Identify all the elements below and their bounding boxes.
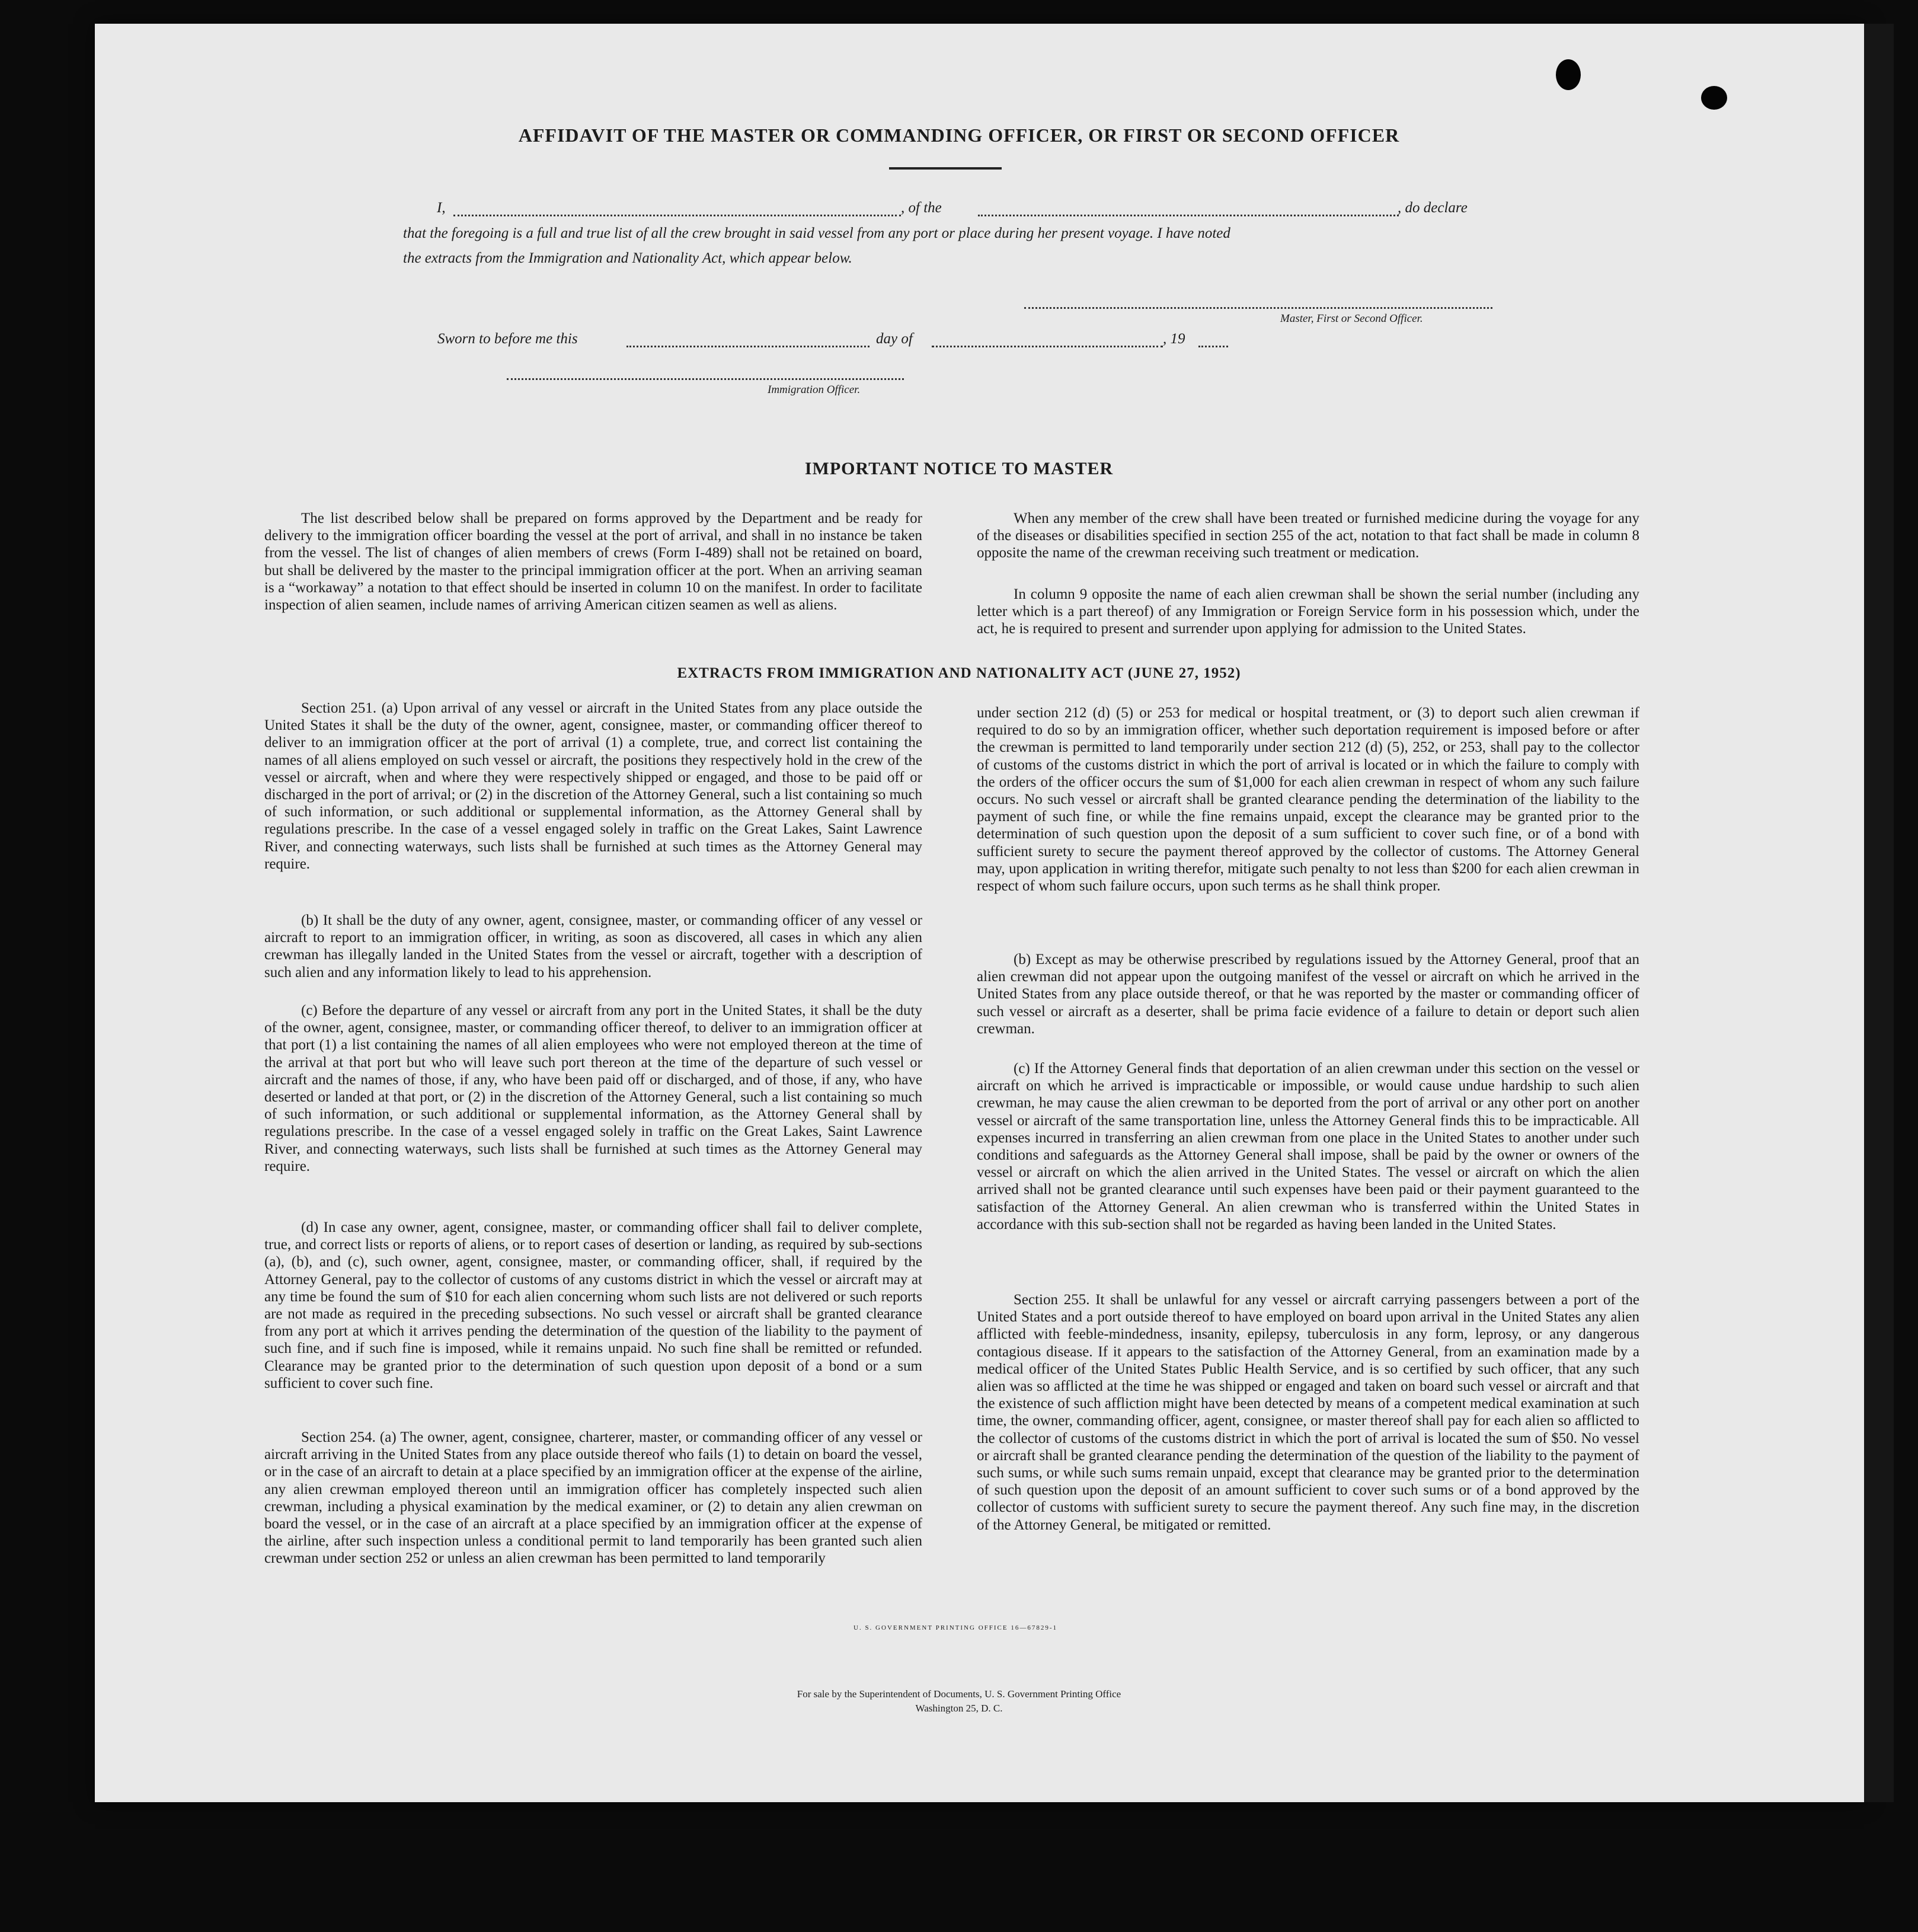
notice-right-paragraph-2: In column 9 opposite the name of each alien crewman shall be shown the serial number (including any letter which is a part thereof) of any Immigration or Foreign Service form in his possession which, under the act, he is required to present and surrender upon applying for admission to the United States.: [977, 586, 1639, 637]
notice-title: IMPORTANT NOTICE TO MASTER: [804, 459, 1114, 478]
year-label: , 19: [1163, 331, 1185, 347]
scan-edge: [1864, 24, 1894, 1802]
sworn-month-field[interactable]: [932, 346, 1163, 347]
sworn-label: Sworn to before me this: [437, 331, 578, 347]
affidavit-title: AFFIDAVIT OF THE MASTER OR COMMANDING OFFICER, OR FIRST OR SECOND OFFICER: [518, 124, 1400, 146]
statement-line-2: the extracts from the Immigration and Nationality Act, which appear below.: [403, 250, 852, 266]
section-254a: Section 254. (a) The owner, agent, consignee, charterer, master, or commanding officer of any vessel or aircraft arriving in the United States from any place outside thereof who fails (1) to detain on board the vessel, or in the case of an aircraft to detain at a place specified by an immigration officer at the expense of the airline, any alien crewman employed thereon until an immigration officer has completely inspected such alien crewman, including a physical examination by the medical examiner, or (2) to detain any alien crewman on board the vessel, or in the case of an aircraft at a place specified by an immigration officer at the expense of the airline, after such inspection unless a conditional permit to land temporarily has been granted such alien crewman under section 252 or unless an alien crewman has been permitted to land temporarily: [264, 1429, 922, 1567]
statement-line-1: that the foregoing is a full and true list of all the crew brought in said vessel from any port or place during her present voyage. I have noted: [403, 225, 1230, 241]
master-signature-line[interactable]: [1024, 307, 1492, 309]
day-of-label: day of: [876, 331, 913, 347]
vessel-field[interactable]: [978, 215, 1399, 216]
title-rule: [889, 167, 1002, 170]
of-the-label: , of the: [901, 200, 942, 216]
name-field[interactable]: [453, 215, 901, 216]
notice-left-paragraph: The list described below shall be prepared on forms approved by the Department and be ready for delivery to the immigration officer boarding the vessel at the port of arrival, and shall in no instance be taken from the vessel. The list of changes of alien members of crews (Form I-489) shall not be retained on board, but shall be delivered by the master to the principal immigration officer at the port. When an arriving seaman is a “workaway” a notation to that effect should be inserted in column 10 on the manifest. In order to facilitate inspection of alien seamen, include names of arriving American citizen seamen as well as aliens.: [264, 510, 922, 614]
printer-line: U. S. GOVERNMENT PRINTING OFFICE 16—67829-1: [853, 1624, 1058, 1631]
sale-line-2: Washington 25, D. C.: [915, 1703, 1003, 1714]
sworn-day-field[interactable]: [626, 346, 870, 347]
extracts-title: EXTRACTS FROM IMMIGRATION AND NATIONALITY ACT (JUNE 27, 1952): [677, 665, 1241, 681]
sale-line-1: For sale by the Superintendent of Documents, U. S. Government Printing Office: [797, 1688, 1121, 1700]
hole-punch-mark: [1556, 59, 1581, 90]
master-label: Master, First or Second Officer.: [1280, 312, 1423, 325]
section-251b: (b) It shall be the duty of any owner, agent, consignee, master, or commanding officer of any vessel or aircraft to report to an immigration officer, in writing, as soon as discovered, all cases in which any alien crewman has illegally landed in the United States from the vessel or aircraft, together with a description of such alien and any information likely to lead to his apprehension.: [264, 912, 922, 981]
section-251c: (c) Before the departure of any vessel or aircraft from any port in the United States, it shall be the duty of the owner, agent, consignee, master, or commanding officer thereof, to deliver to an immigration officer at that port (1) a list containing the names of all alien employees who were not employed thereon at the time of the arrival at that port but who will leave such port thereon at the time of the departure of such vessel or aircraft and the names of those, if any, who have been paid off or discharged, and of those, if any, who have deserted or landed at that port, or (2) in the discretion of the Attorney General, such a list containing so much of such information, or such additional or supplemental information, as the Attorney General shall by regulations prescribe. In the case of a vessel engaged solely in traffic on the Great Lakes, Saint Lawrence River, and connecting waterways, such lists shall be furnished at such times as the Attorney General may require.: [264, 1002, 922, 1174]
section-254a-continued: under section 212 (d) (5) or 253 for medical or hospital treatment, or (3) to deport such alien crewman if required to do so by an immigration officer, whether such deportation requirement is imposed before or after the crewman is permitted to land temporarily under section 212 (d) (5), 252, or 253, shall pay to the collector of customs of the customs district in which the port of arrival is located or in which the failure to comply with the orders of the officer occurs the sum of $1,000 for each alien crewman in respect of whom any such failure occurs. No such vessel or aircraft shall be granted clearance pending the determination of the liability to the payment of such fine, or while the fine remains unpaid, except the clearance may be granted prior to the determination of such question upon the deposit of a sum sufficient to cover such fine, or of a bond with sufficient surety to secure the payment thereof approved by the collector of customs. The Attorney General may, upon application in writing therefor, mitigate such penalty to not less than $200 for each alien crewman in respect of whom such failure occurs, upon such terms as he shall think proper.: [977, 705, 1639, 895]
immigration-officer-label: Immigration Officer.: [768, 384, 861, 396]
section-254c: (c) If the Attorney General finds that deportation of an alien crewman under this section on the vessel or aircraft on which he arrived is impracticable or impossible, or would cause undue hardship to such alien crewman, he may cause the alien crewman to be deported from the port of arrival or any other port on another vessel or aircraft of the same transportation line, unless the Attorney General finds this to be impracticable. All expenses incurred in transferring an alien crewman from one place in the United States to another under such conditions and safeguards as the Attorney General shall impose, shall be paid by the owner or owners of the vessel or aircraft on which the alien arrived in the United States. The vessel or aircraft on which the alien arrived shall not be granted clearance until such expenses have been paid or their payment guaranteed to the satisfaction of the Attorney General. An alien crewman who is transferred within the United States in accordance with this sub-section shall not be regarded as having been landed in the United States.: [977, 1061, 1639, 1232]
hole-punch-mark: [1701, 86, 1727, 110]
i-label: I,: [437, 200, 446, 216]
section-251d: (d) In case any owner, agent, consignee, master, or commanding officer shall fail to deliver complete, true, and correct lists or reports of aliens, or to report cases of desertion or landing, as required by sub-sections (a), (b), and (c), such owner, agent, consignee, master, or commanding officer, shall, if required by the Attorney General, pay to the collector of customs of any customs district in which the vessel or aircraft may at any time be found the sum of $10 for each alien concerning whom such lists are not delivered or such reports are not made as required in the preceding subsections. No such vessel or aircraft shall be granted clearance from any port at which it arrives pending the determination of the question of the liability to the payment of such fine, and if such fine is imposed, while it remains unpaid. No such fine shall be remitted or refunded. Clearance may be granted prior to the determination of such question upon deposit of a bond or a sum sufficient to cover such fine.: [264, 1219, 922, 1391]
do-declare-label: , do declare: [1398, 200, 1468, 216]
section-255: Section 255. It shall be unlawful for any vessel or aircraft carrying passengers between a port of the United States and a port outside thereof to have employed on board upon arrival in the United States any alien afflicted with feeble-mindedness, insanity, epilepsy, tuberculosis in any form, leprosy, or any dangerous contagious disease. If it appears to the satisfaction of the Attorney General, from an examination made by a medical officer of the United States Public Health Service, and is so certified by such officer, that any such alien was so afflicted at the time he was shipped or engaged and taken on board such vessel or aircraft and that the existence of such affliction might have been detected by means of a competent medical examination at such time, the owner, commanding officer, agent, consignee, or master thereof shall pay for each alien so afflicted to the collector of customs of the customs district in which the port of arrival is located the sum of $50. No vessel or aircraft shall be granted clearance pending the determination of the question of the liability to the payment of such sums, or while such sums remain unpaid, except that clearance may be granted prior to the determination of such question upon the deposit of an amount sufficient to cover such sums or of a bond approved by the collector of customs with sufficient surety to secure the payment thereof. Any such fine may, in the discretion of the Attorney General, be mitigated or remitted.: [977, 1292, 1639, 1533]
section-254b: (b) Except as may be otherwise prescribed by regulations issued by the Attorney General, proof that an alien crewman did not appear upon the outgoing manifest of the vessel or aircraft on which he arrived in the United States from any place outside thereof, or that he was reported by the master or commanding officer of such vessel or aircraft as a deserter, shall be prima facie evidence of a failure to detain or deport such alien crewman.: [977, 951, 1639, 1037]
notice-right-paragraph-1: When any member of the crew shall have been treated or furnished medicine during the voyage for any of the diseases or disabilities specified in section 255 of the act, notation to that fact shall be made in column 8 opposite the name of the crewman receiving such treatment or medication.: [977, 510, 1639, 561]
section-251a: Section 251. (a) Upon arrival of any vessel or aircraft in the United States from any place outside the United States it shall be the duty of the owner, agent, consignee, master, or commanding officer thereof to deliver to an immigration officer at the port of arrival (1) a complete, true, and correct list containing the names of all aliens employed on such vessel or aircraft, the positions they respectively hold in the crew of the vessel or aircraft, when and where they were respectively shipped or engaged, and those to be paid off or discharged in the port of arrival; or (2) in the discretion of the Attorney General, such a list containing so much of such information, or such additional or supplemental information, as the Attorney General shall by regulations prescribe. In the case of a vessel engaged solely in traffic on the Great Lakes, Saint Lawrence River, and connecting waterways, such lists shall be furnished at such times as the Attorney General may require.: [264, 700, 922, 872]
sworn-year-field[interactable]: [1198, 346, 1228, 347]
officer-signature-line[interactable]: [507, 378, 904, 380]
